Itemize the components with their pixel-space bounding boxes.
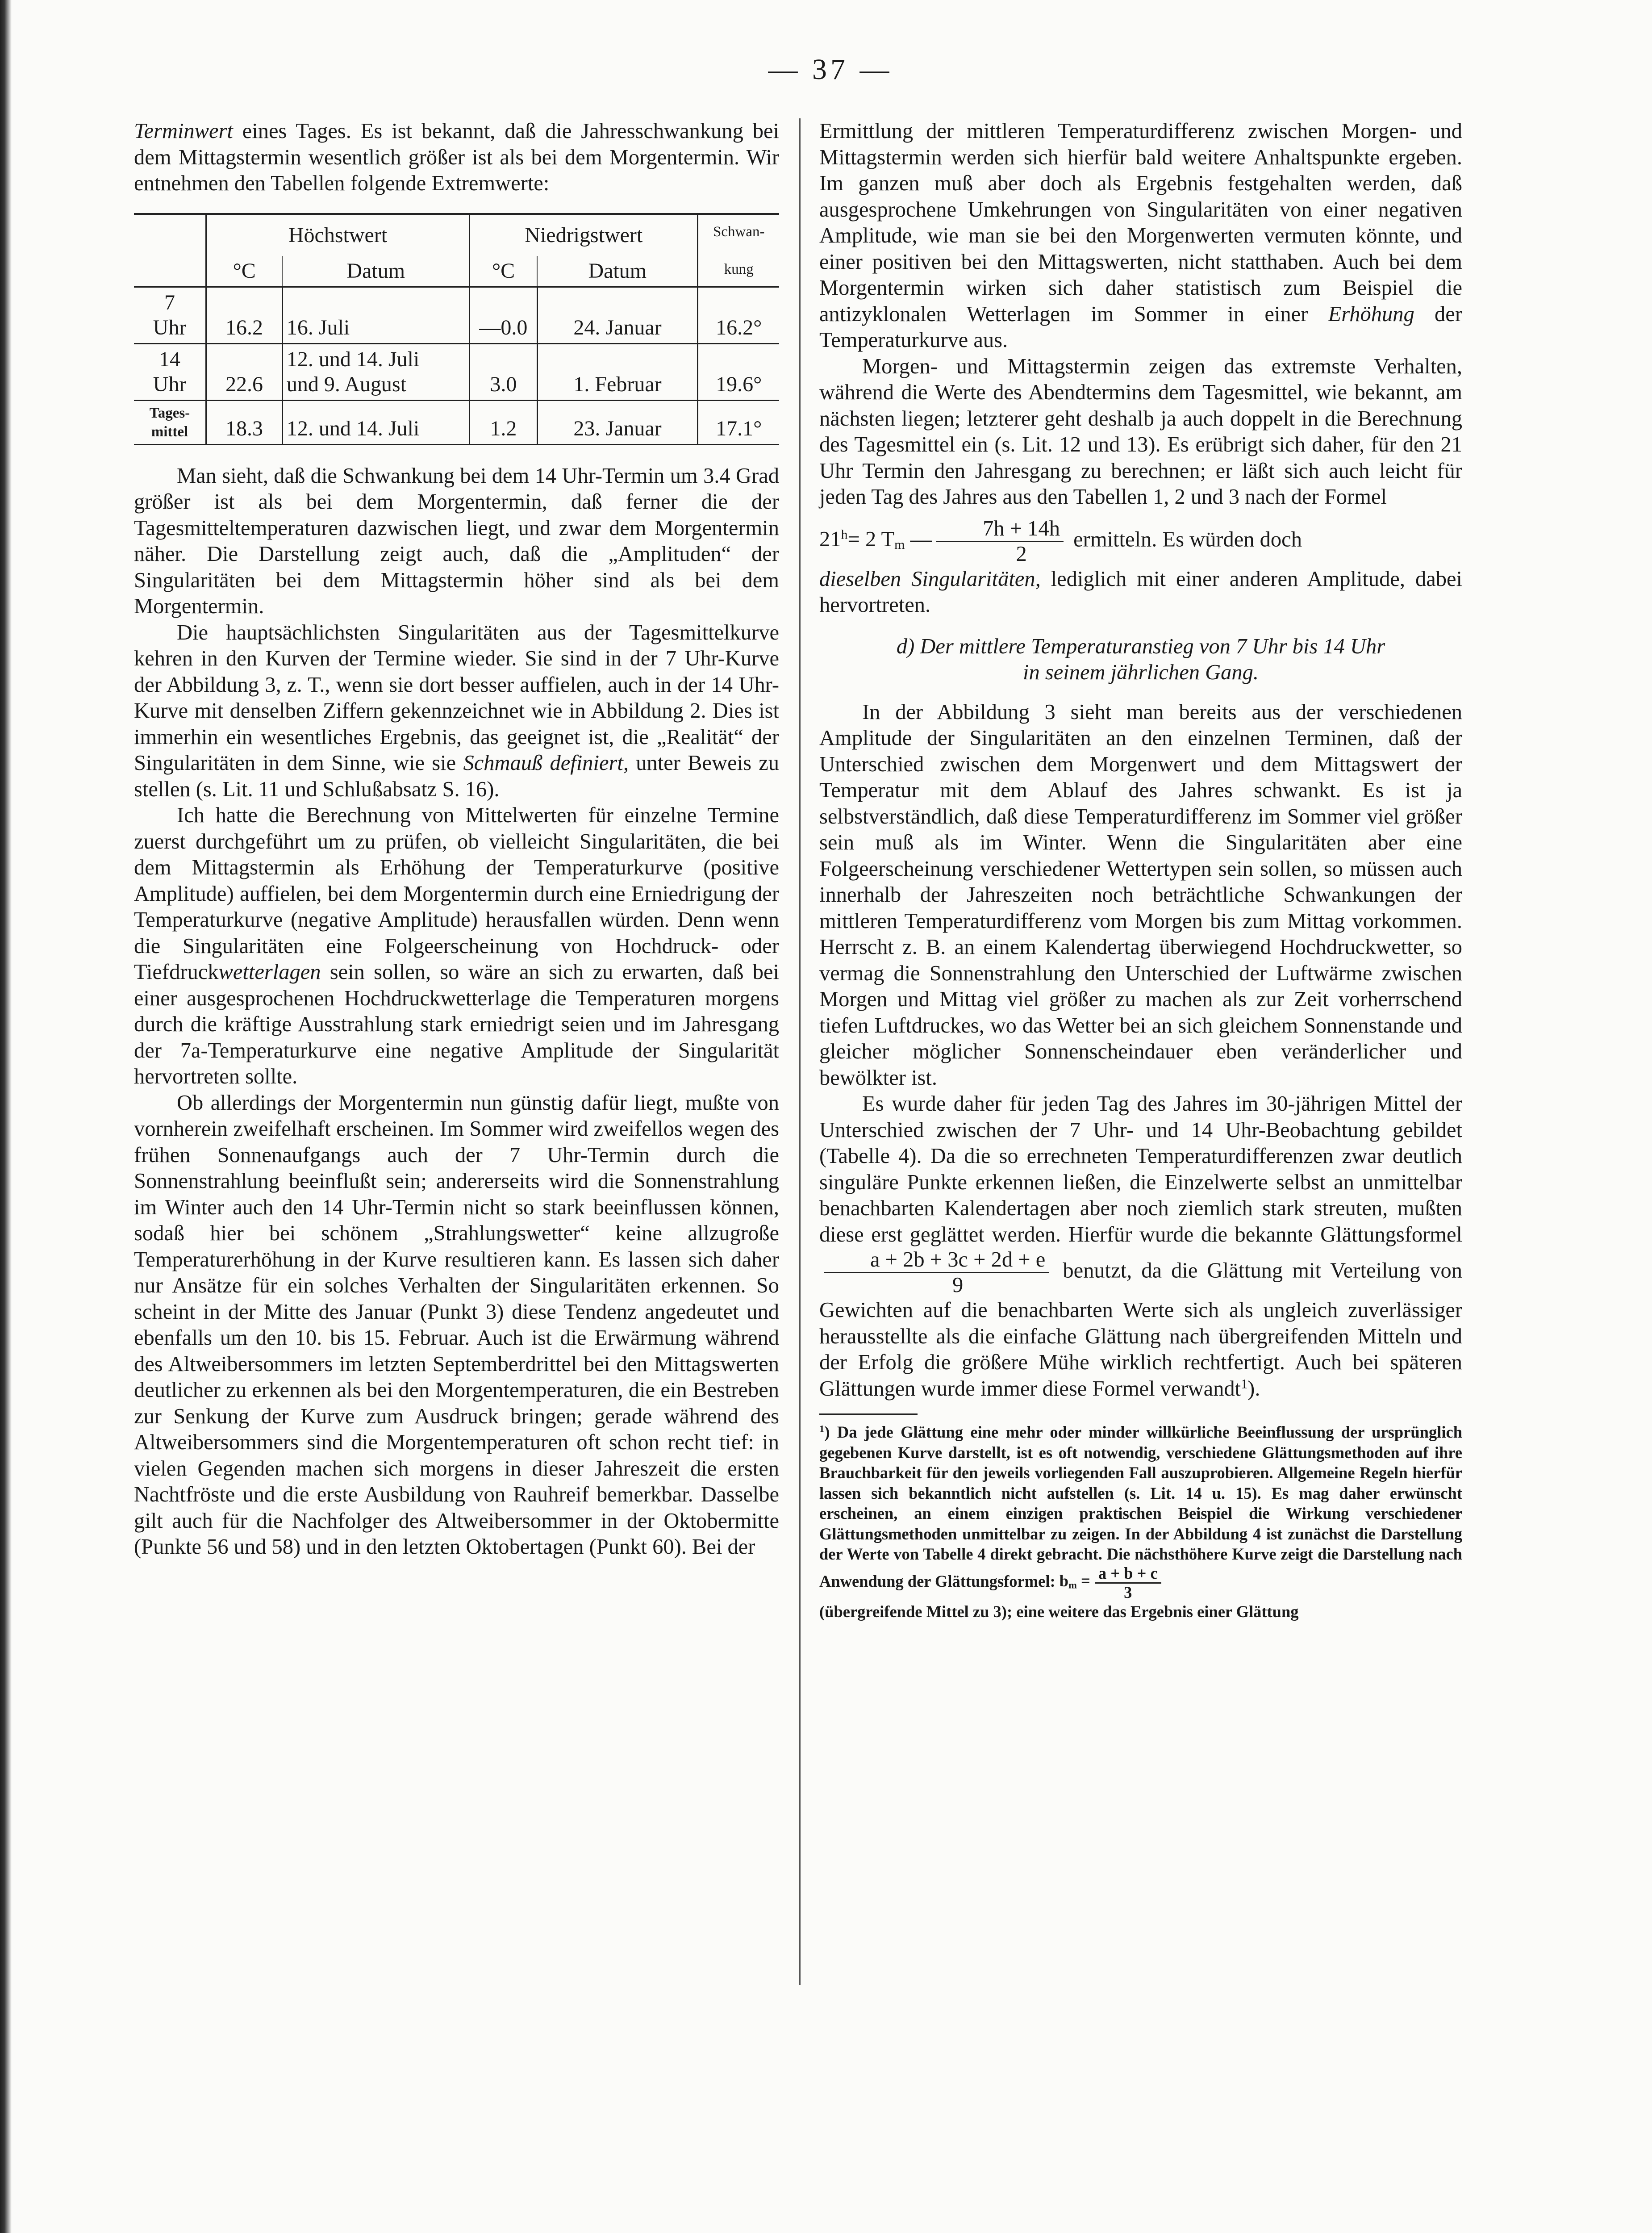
column-rule [799,118,801,1985]
cell-min: —0.0 [470,287,537,343]
cell-max: 16.2 [206,287,283,343]
emphasis: Erhöhung [1328,302,1414,326]
cell-min-date: 24. Januar [537,287,698,343]
cell-range: 17.1° [698,400,779,444]
smoothing-formula: $\frac{a + 2b + 3c + 2d + e}{9}$ [824,1248,1049,1297]
formula-21h: $21^h= 2$ $T_m$ — $\frac{7h + 14h}{2}$ [819,527,1068,551]
table-corner [134,214,206,287]
cell-max: 18.3 [206,400,283,444]
paragraph: Ob allerdings der Morgentermin nun günstig dafür liegt, mußte von vornherein zweifelhaft erscheinen. Im Sommer wird zweifellos wegen des frühen Sonnenaufgangs auch der 7 Uhr-Termin durch die Sonnenstrahlung beeinflußt sein; andererseits wird die Sonnenstrahlung im Winter auch den 14 Uhr-Termin nicht so stark beeinflussen können, sodaß hier bei schönem „Strahlungswetter“ keine allzugroße Temperaturerhöhung in der Kurve resultieren kann. Es lassen sich daher nur Ansätze für ein solches Verhalten der Singularitäten erkennen. So scheint in der Mitte des Januar (Punkt 3) diese Tendenz angedeutet und ebenfalls um den 10. bis 15. Februar. Auch ist die Erwärmung während des Altweibersommers im letzten Septemberdrittel bei den Mittagswerten deutlicher zu erkennen als bei den Morgentemperaturen, die ein Bestreben zur Senkung der Kurve zum Ausdruck bringen; gerade während des Altweibersommers sind die Morgentemperaturen oft schon recht tief: in vielen Gegenden machen sich morgens in dieser Jahreszeit die ersten Nachtfröste und die erste Ausbildung von Rauhreif bemerkbar. Dasselbe gilt auch für die Nachfolger des Altweibersommer in der Oktobermitte (Punkte 56 und 58) und in den letzten Oktobertagen (Punkt 60). Bei der [134,1091,779,1559]
table-row [134,400,779,444]
cell-range: 19.6° [698,343,779,400]
cell-min: 3.0 [470,343,537,400]
right-column [819,118,1462,1622]
row-term: Tages- mittel [149,405,190,440]
left-column [134,118,779,1560]
footnote: $^1$) Da jede Glättung eine mehr oder minder willkürliche Beeinflussung der ursprünglich gegebenen Kurve darstellt, ist es oft notwendig, verschiedene Glättungsmethoden auf ihre Brauchbarkeit für den jeweils vorliegenden Fall auszuprobieren. Allgemeine Regeln hierfür lassen sich bekanntlich nicht aufstellen (s. Lit. 14 u. 15). Es mag daher erwünscht erscheinen, an einem einzigen praktischen Beispiel die Wirkung verschiedener Glättungsmethoden unmittelbar zu zeigen. In der Abbildung 4 ist zunächst die Darstellung der Werte von Tabelle 4 direkt gebracht. Die nächsthöhere Kurve zeigt die Darstellung nach Anwendung der Glättungsformel: $b_m$ = $\frac{a + b + c}{3}$ (übergreifende Mittel zu 3); eine weitere das Ergebnis einer Glättung [819,1423,1462,1621]
cell-max-date: 16. Juli [282,287,469,343]
header-min-unit: °C [470,256,537,287]
row-term: 14 Uhr [153,347,187,396]
table-row [134,343,779,400]
footnote-rule [819,1413,918,1415]
cell-min: 1.2 [470,400,537,444]
row-term: 7 Uhr [153,290,187,339]
paragraph: Es wurde daher für jeden Tag des Jahres im 30-jährigen Mittel der Unterschied zwischen der 7 Uhr- und 14 Uhr-Beobachtung gebildet (Tabelle 4). Da die so errechneten Temperaturdifferenzen zwar deutlich singuläre Punkte erkennen ließen, die Einzelwerte selbst an unmittelbar benachbarten Kalendertagen aber noch ziemlich stark streuten, mußten diese erst geglättet werden. Hierfür wurde die bekannte Glättungsformel $\frac{a + 2b + 3c + 2d + e}{9}$ benutzt, da die Glättung mit Verteilung von Gewichten auf die benachbarten Werte sich als ungleich zuverlässiger herausstellte als die einfache Glättung nach übergreifenden Mitteln und der Erfolg die größere Mühe wirklich rechtfertigt. Auch bei späteren Glättungen wurde immer diese Formel verwandt$^1$). [819,1092,1462,1401]
header-range: Schwan- kung [698,214,779,287]
paragraph: In der Abbildung 3 sieht man bereits aus der verschiedenen Amplitude der Singularitäten an den einzelnen Terminen, daß der Unterschied zwischen dem Morgenwert und dem Mittagswert der Temperatur mit dem Ablauf des Jahres schwankt. Es ist ja selbstverständlich, daß diese Temperaturdifferenz im Sommer viel größer sein muß als im Winter. Wenn die Singularitäten aber eine Folgeerscheinung verschiedener Wettertypen sein sollen, so müssen auch innerhalb der Jahreszeiten noch beträchtliche Schwankungen der mittleren Temperaturdifferenz vom Morgen bis zum Mittag vorkommen. Herrscht z. B. an einem Kalendertag überwiegend Hochdruckwetter, so vermag die Sonnenstrahlung den Unterschied der Luftwärme zwischen Morgen und Mittag viel größer zu machen als zur Zeit vorherrschend tiefen Luftdruckes, wo das Wetter bei an sich gleichem Sonnenstande und gleicher möglicher Sonnenscheindauer eben veränderlicher und bewölkter ist. [819,700,1462,1090]
section-heading: d) Der mittlere Temperaturanstieg von 7 Uhr bis 14 Uhr in seinem jährlichen Gang. [896,634,1385,684]
header-max: Höchstwert [206,214,470,256]
cell-range: 16.2° [698,287,779,343]
paragraph: Man sieht, daß die Schwankung bei dem 14 Uhr-Termin um 3.4 Grad größer ist als bei dem Morgentermin, daß ferner die der Tagesmitteltemperaturen dazwischen liegt, und zwar dem Morgentermin näher. Die Darstellung zeigt auch, daß die „Amplituden“ der Singularitäten bei dem Mittagstermin höher sind als bei dem Morgentermin. [134,464,779,618]
extreme-values-table [134,213,779,445]
emphasis: dieselben Singularitäten, [819,567,1041,591]
table-row [134,287,779,343]
paragraph: Morgen- und Mittagstermin zeigen das extremste Verhalten, während die Werte des Abendtermins dem Tagesmittel, wie bekannt, am nächsten liegen; letzterer geht deshalb ja auch doppelt in die Berechnung des Tagesmittel ein (s. Lit. 12 und 13). Es erübrigt sich daher, für den 21 Uhr Termin den Jahresgang zu berechnen; er läßt sich auch leicht für jeden Tag des Jahres aus den Tabellen 1, 2 und 3 nach der Formel $21^h= 2$ $T_m$ — $\frac{7h + 14h}{2}$ ermitteln. Es würden doch dieselben Singularitäten, lediglich mit einer anderen Amplitude, dabei hervortreten. [819,354,1462,617]
header-max-unit: °C [206,256,283,287]
emphasis: Schmauß definiert, [463,751,629,775]
header-min: Niedrigstwert [470,214,698,256]
cell-min-date: 23. Januar [537,400,698,444]
header-max-date: Datum [282,256,469,287]
footnote-marker: 1 [1241,1376,1248,1391]
paragraph: Die hauptsächlichsten Singularitäten aus der Tagesmittelkurve kehren in den Kurven der Termine wieder. Sie sind in der 7 Uhr-Kurve der Abbildung 3, z. T., wenn sie dort besser auffielen, auch in der 14 Uhr-Kurve mit denselben Ziffern gekennzeichnet wie in Abbildung 2. Dies ist immerhin ein wesentliches Ergebnis, das geeignet ist, die „Realität“ der Singularitäten in dem Sinne, wie sie Schmauß definiert, unter Beweis zu stellen (s. Lit. 11 und Schlußabsatz S. 16). [134,620,779,801]
cell-max-date: 12. und 14. Juli [282,400,469,444]
paragraph: Ich hatte die Berechnung von Mittelwerten für einzelne Termine zuerst durchgeführt um zu prüfen, ob vielleicht Singularitäten, die bei dem Mittagstermin als Erhöhung der Temperaturkurve (positive Amplitude) auffielen, bei dem Morgentermin durch eine Erniedrigung der Temperaturkurve (negative Amplitude) herausfallen würden. Denn wenn die Singularitäten eine Folgeerscheinung von Hochdruck- oder Tiefdruckwetterlagen sein sollen, so wäre an sich zu erwarten, daß bei einer ausgesprochenen Hochdruckwetterlage die Temperaturen morgens durch die kräftige Ausstrahlung stark erniedrigt seien und im Jahresgang der 7a-Temperaturkurve eine negative Amplitude der Singularität hervortreten sollte. [134,803,779,1088]
cell-min-date: 1. Februar [537,343,698,400]
intro-text: eines Tages. Es ist bekannt, daß die Jahresschwankung bei dem Mittagstermin wesentlich größer ist als bei dem Morgentermin. Wir entnehmen den Tabellen folgende Extremwerte: [134,119,779,195]
cell-max-date: 12. und 14. Juli und 9. August [282,343,469,400]
footnote-formula: $b_m$ = $\frac{a + b + c}{3}$ [1060,1572,1166,1590]
emphasis: wetterlagen [218,960,321,984]
header-min-date: Datum [537,256,698,287]
paragraph: Ermittlung der mittleren Temperaturdifferenz zwischen Morgen- und Mittagstermin werden sich hierfür bald weitere Anhaltspunkte ergeben. Im ganzen muß aber doch als Ergebnis festgehalten werden, daß ausgesprochene Umkehrungen von Singularitäten von einer negativen Amplitude, wie man sie bei den Morgenwerten vermuten könnte, und einer positiven bei den Mittagswerten, nicht statthaben. Auch bei dem Morgentermin wirken sich daher statistisch zum Beispiel die antizyklonalen Wetterlagen im Sommer in einer Erhöhung der Temperaturkurve aus. [819,119,1462,352]
intro-emphasis: Terminwert [134,119,233,143]
intro-paragraph [134,118,779,197]
cell-max: 22.6 [206,343,283,400]
page-number: — 37 — [768,53,893,86]
scan-binding-edge [0,0,12,2233]
